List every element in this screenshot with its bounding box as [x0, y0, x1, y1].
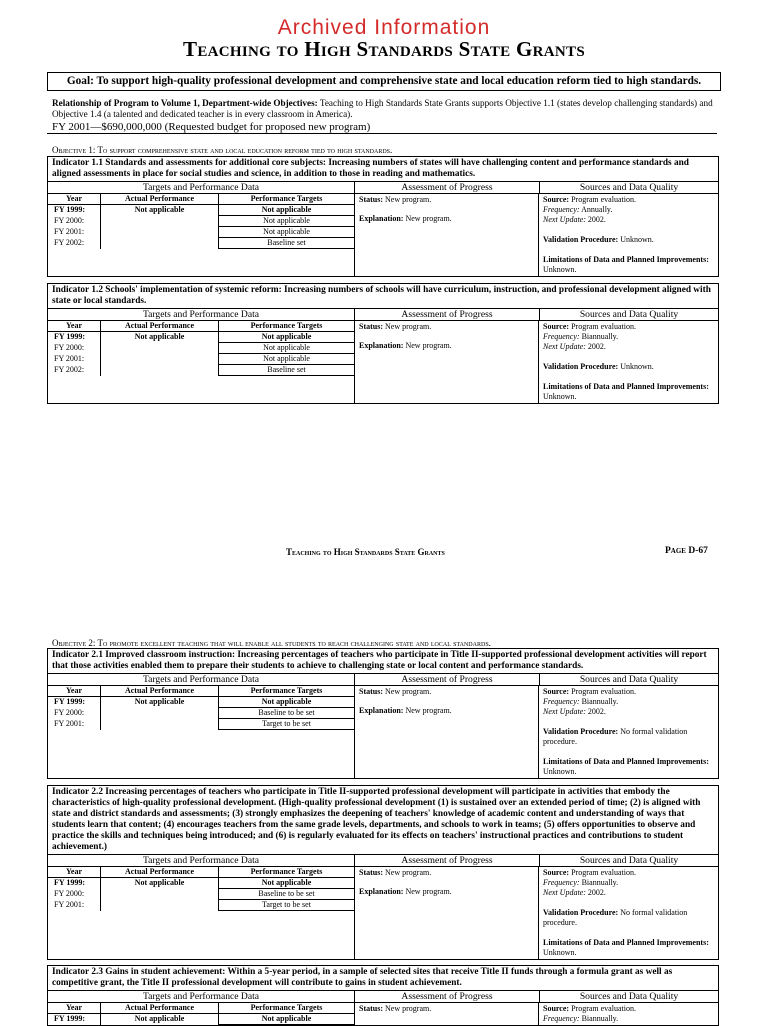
- target-cell: Not applicable: [219, 354, 355, 365]
- source-label: Source:: [543, 687, 570, 696]
- frequency-value: Annually.: [581, 205, 613, 214]
- status-value: New program.: [385, 687, 432, 696]
- target-cell: Baseline set: [219, 365, 355, 376]
- header-sources: Sources and Data Quality: [579, 855, 679, 866]
- target-cell: Not applicable: [219, 1014, 355, 1025]
- source-value: Program evaluation.: [571, 1004, 636, 1013]
- explanation-label: Explanation:: [359, 214, 404, 223]
- header-sources: Sources and Data Quality: [579, 309, 679, 320]
- limitations-label: Limitations of Data and Planned Improvements:: [543, 382, 709, 391]
- source-label: Source:: [543, 1004, 570, 1013]
- year-cell: FY 2000:: [48, 216, 101, 227]
- relationship-label: Relationship of Program to Volume 1, Department-wide Objectives:: [52, 98, 318, 108]
- next-update-label: Next Update:: [543, 215, 586, 224]
- table-row: [48, 205, 354, 216]
- next-update-label: Next Update:: [543, 707, 586, 716]
- actual-cell: [101, 365, 219, 376]
- targets-header: Performance Targets: [219, 686, 355, 697]
- table-row: [48, 354, 354, 365]
- target-cell: Not applicable: [219, 878, 355, 889]
- target-cell: Not applicable: [219, 343, 355, 354]
- status-value: New program.: [385, 195, 432, 204]
- actual-header: Actual Performance: [101, 194, 219, 205]
- validation-label: Validation Procedure:: [543, 235, 619, 244]
- table-header: [48, 674, 718, 686]
- header-sources: Sources and Data Quality: [579, 991, 679, 1002]
- table-row: [48, 878, 354, 889]
- sources-cell: [539, 867, 718, 959]
- header-assessment: Assessment of Progress: [355, 309, 540, 320]
- actual-cell: [101, 227, 219, 238]
- sources-cell: [539, 1003, 718, 1025]
- actual-cell: [101, 708, 219, 719]
- actual-header: Actual Performance: [101, 686, 219, 697]
- header-targets: Targets and Performance Data: [48, 855, 355, 866]
- year-header: Year: [48, 321, 101, 332]
- actual-cell: [101, 238, 219, 249]
- status-label: Status:: [359, 687, 384, 696]
- actual-header: Actual Performance: [101, 1003, 219, 1014]
- table-row: [48, 719, 354, 730]
- source-label: Source:: [543, 868, 570, 877]
- objective-1: Objective 1: To support comprehensive state and local education reform tied to high standards.: [52, 145, 393, 155]
- source-label: Source:: [543, 195, 570, 204]
- indicator-1: [47, 156, 719, 277]
- divider: [47, 133, 717, 134]
- header-targets: Targets and Performance Data: [48, 182, 355, 193]
- table-row: [48, 343, 354, 354]
- table-row: [48, 365, 354, 376]
- limitations-label: Limitations of Data and Planned Improvements:: [543, 938, 709, 947]
- target-cell: Target to be set: [219, 900, 355, 911]
- header-assessment: Assessment of Progress: [355, 182, 540, 193]
- frequency-label: Frequency:: [543, 878, 580, 887]
- actual-cell: [101, 354, 219, 365]
- status-label: Status:: [359, 1004, 384, 1013]
- next-update-label: Next Update:: [543, 888, 586, 897]
- target-cell: Not applicable: [219, 205, 355, 216]
- year-cell: FY 1999:: [48, 332, 101, 343]
- next-update-value: 2002.: [587, 215, 606, 224]
- year-cell: FY 2001:: [48, 900, 101, 911]
- actual-cell: Not applicable: [101, 1014, 219, 1025]
- target-cell: Target to be set: [219, 719, 355, 730]
- validation-label: Validation Procedure:: [543, 362, 619, 371]
- target-cell: Baseline set: [219, 238, 355, 249]
- year-cell: FY 1999:: [48, 697, 101, 708]
- archived-banner: Archived Information: [277, 16, 491, 39]
- source-value: Program evaluation.: [571, 322, 636, 331]
- relationship-body: Teaching to High Standards State Grants supports Objective 1.1 (states develop challenging standards) and Objective 1.4 (a talented and dedicated teacher is in every classroom in America).: [52, 98, 713, 119]
- table-header: [48, 309, 718, 321]
- relationship-text: [52, 98, 722, 120]
- status-value: New program.: [385, 868, 432, 877]
- header-targets: Targets and Performance Data: [48, 991, 355, 1002]
- year-header: Year: [48, 867, 101, 878]
- table-row: [48, 227, 354, 238]
- source-value: Program evaluation.: [571, 195, 636, 204]
- year-cell: FY 2000:: [48, 343, 101, 354]
- source-value: Program evaluation.: [571, 687, 636, 696]
- actual-cell: [101, 889, 219, 900]
- validation-value: Unknown.: [620, 235, 654, 244]
- status-label: Status:: [359, 195, 384, 204]
- explanation-value: New program.: [405, 341, 452, 350]
- year-cell: FY 1999:: [48, 205, 101, 216]
- target-cell: Not applicable: [219, 216, 355, 227]
- targets-header: Performance Targets: [219, 867, 355, 878]
- header-assessment: Assessment of Progress: [355, 855, 540, 866]
- year-cell: FY 2001:: [48, 227, 101, 238]
- validation-value: No formal validation procedure.: [543, 908, 688, 927]
- target-cell: Not applicable: [219, 697, 355, 708]
- targets-header: Performance Targets: [219, 321, 355, 332]
- actual-cell: [101, 216, 219, 227]
- actual-cell: [101, 343, 219, 354]
- targets-header: Performance Targets: [219, 194, 355, 205]
- assessment-cell: [355, 867, 539, 959]
- performance-table: [48, 321, 355, 403]
- validation-value: No formal validation procedure.: [543, 727, 688, 746]
- source-value: Program evaluation.: [571, 868, 636, 877]
- target-cell: Baseline to be set: [219, 708, 355, 719]
- assessment-cell: [355, 321, 539, 403]
- year-cell: FY 2000:: [48, 708, 101, 719]
- performance-table: [48, 1003, 355, 1025]
- frequency-label: Frequency:: [543, 697, 580, 706]
- table-row: [48, 332, 354, 343]
- table-row: [48, 1014, 354, 1025]
- page-number: Page D-67: [665, 546, 708, 556]
- page-title: Teaching to High Standards State Grants: [183, 37, 585, 61]
- target-cell: Not applicable: [219, 227, 355, 238]
- explanation-value: New program.: [405, 887, 452, 896]
- actual-cell: [101, 900, 219, 911]
- source-label: Source:: [543, 322, 570, 331]
- year-cell: FY 2002:: [48, 365, 101, 376]
- limitations-value: Unknown.: [543, 392, 577, 401]
- explanation-label: Explanation:: [359, 887, 404, 896]
- indicator-3: [47, 648, 719, 779]
- assessment-cell: [355, 1003, 539, 1025]
- next-update-value: 2002.: [587, 342, 606, 351]
- year-cell: FY 2000:: [48, 889, 101, 900]
- year-header: Year: [48, 194, 101, 205]
- year-cell: FY 2002:: [48, 238, 101, 249]
- table-row: [48, 889, 354, 900]
- limitations-value: Unknown.: [543, 265, 577, 274]
- goal-box: Goal: To support high-quality professional development and comprehensive state and local education reform tied to high standards.: [47, 72, 721, 91]
- frequency-label: Frequency:: [543, 1014, 580, 1023]
- target-cell: Not applicable: [219, 332, 355, 343]
- actual-cell: Not applicable: [101, 332, 219, 343]
- actual-cell: Not applicable: [101, 697, 219, 708]
- validation-label: Validation Procedure:: [543, 908, 619, 917]
- performance-table: [48, 867, 355, 959]
- frequency-label: Frequency:: [543, 332, 580, 341]
- performance-table: [48, 686, 355, 778]
- table-row: [48, 238, 354, 249]
- status-label: Status:: [359, 868, 384, 877]
- footer-program: Teaching to High Standards State Grants: [286, 547, 445, 557]
- header-targets: Targets and Performance Data: [48, 674, 355, 685]
- explanation-value: New program.: [405, 706, 452, 715]
- indicator-title: Indicator 1.2 Schools' implementation of systemic reform: Increasing numbers of schools will have curriculum, instruction, and professional development aligned with state or local standards.: [48, 284, 718, 309]
- validation-label: Validation Procedure:: [543, 727, 619, 736]
- next-update-value: 2002.: [587, 888, 606, 897]
- status-value: New program.: [385, 1004, 432, 1013]
- table-row: [48, 697, 354, 708]
- indicator-title: Indicator 2.1 Improved classroom instruction: Increasing percentages of teachers who participate in Title II-supported professional development activities will report that those activities enabled them to prepare their students to achieve to challenging state or local content and performance standards.: [48, 649, 718, 674]
- table-header: [48, 182, 718, 194]
- assessment-cell: [355, 194, 539, 276]
- explanation-label: Explanation:: [359, 341, 404, 350]
- indicator-5: [47, 965, 719, 1026]
- table-header: [48, 991, 718, 1003]
- limitations-label: Limitations of Data and Planned Improvements:: [543, 757, 709, 766]
- fy-budget: FY 2001—$690,000,000 (Requested budget for proposed new program): [52, 121, 371, 133]
- table-header: [48, 855, 718, 867]
- limitations-value: Unknown.: [543, 767, 577, 776]
- sources-cell: [539, 321, 718, 403]
- limitations-label: Limitations of Data and Planned Improvements:: [543, 255, 709, 264]
- year-header: Year: [48, 686, 101, 697]
- targets-header: Performance Targets: [219, 1003, 355, 1014]
- year-cell: FY 1999:: [48, 878, 101, 889]
- table-row: [48, 216, 354, 227]
- indicator-2: [47, 283, 719, 404]
- limitations-value: Unknown.: [543, 948, 577, 957]
- actual-cell: [101, 719, 219, 730]
- actual-header: Actual Performance: [101, 321, 219, 332]
- validation-value: Unknown.: [620, 362, 654, 371]
- performance-table: [48, 194, 355, 276]
- target-cell: Baseline to be set: [219, 889, 355, 900]
- table-row: [48, 708, 354, 719]
- indicator-title: Indicator 2.3 Gains in student achievement: Within a 5-year period, in a sample of selected sites that receive Title II funds through a formula grant as well as competitive grant, the Title II professional development will contribute to gains in student achievement.: [48, 966, 718, 991]
- status-label: Status:: [359, 322, 384, 331]
- header-sources: Sources and Data Quality: [579, 674, 679, 685]
- objective-2: Objective 2: To promote excellent teaching that will enable all students to reach challenging state and local standards.: [52, 638, 491, 648]
- sources-cell: [539, 686, 718, 778]
- actual-header: Actual Performance: [101, 867, 219, 878]
- next-update-label: Next Update:: [543, 342, 586, 351]
- explanation-value: New program.: [405, 214, 452, 223]
- next-update-value: 2002.: [587, 707, 606, 716]
- frequency-value: Biannually.: [581, 332, 619, 341]
- year-cell: FY 2001:: [48, 719, 101, 730]
- frequency-value: Biannually.: [581, 697, 619, 706]
- sources-cell: [539, 194, 718, 276]
- indicator-title: Indicator 1.1 Standards and assessments for additional core subjects: Increasing numbers of states will have challenging content and performance standards and aligned assessments in place for social studies and science, in addition to those in reading and mathematics.: [48, 157, 718, 182]
- actual-cell: Not applicable: [101, 205, 219, 216]
- header-targets: Targets and Performance Data: [48, 309, 355, 320]
- actual-cell: Not applicable: [101, 878, 219, 889]
- status-value: New program.: [385, 322, 432, 331]
- year-cell: FY 1999:: [48, 1014, 101, 1025]
- year-cell: FY 2001:: [48, 354, 101, 365]
- explanation-label: Explanation:: [359, 706, 404, 715]
- frequency-value: Biannually.: [581, 878, 619, 887]
- header-assessment: Assessment of Progress: [355, 991, 540, 1002]
- frequency-value: Biannually.: [581, 1014, 619, 1023]
- header-assessment: Assessment of Progress: [355, 674, 540, 685]
- indicator-title: Indicator 2.2 Increasing percentages of teachers who participate in Title II-supported professional development will participate in activities that embody the characteristics of high-quality professional development. (High-quality professional development (1) is sustained over an extended period of time; (2) is aligned with state and district standards and assessments; (3) strongly emphasizes the deepening of teachers' knowledge of academic content and understanding of ways that students learn that content; (4) encourages teachers from the same grade levels, departments, and schools to work in teams; (5) offers opportunities to observe and practice the skills and techniques being introduced; and (6) is regularly evaluated for its effects on teachers' instructional practices and contributions to student achievement.): [48, 786, 718, 855]
- header-sources: Sources and Data Quality: [579, 182, 679, 193]
- assessment-cell: [355, 686, 539, 778]
- indicator-4: [47, 785, 719, 960]
- year-header: Year: [48, 1003, 101, 1014]
- table-row: [48, 900, 354, 911]
- frequency-label: Frequency:: [543, 205, 580, 214]
